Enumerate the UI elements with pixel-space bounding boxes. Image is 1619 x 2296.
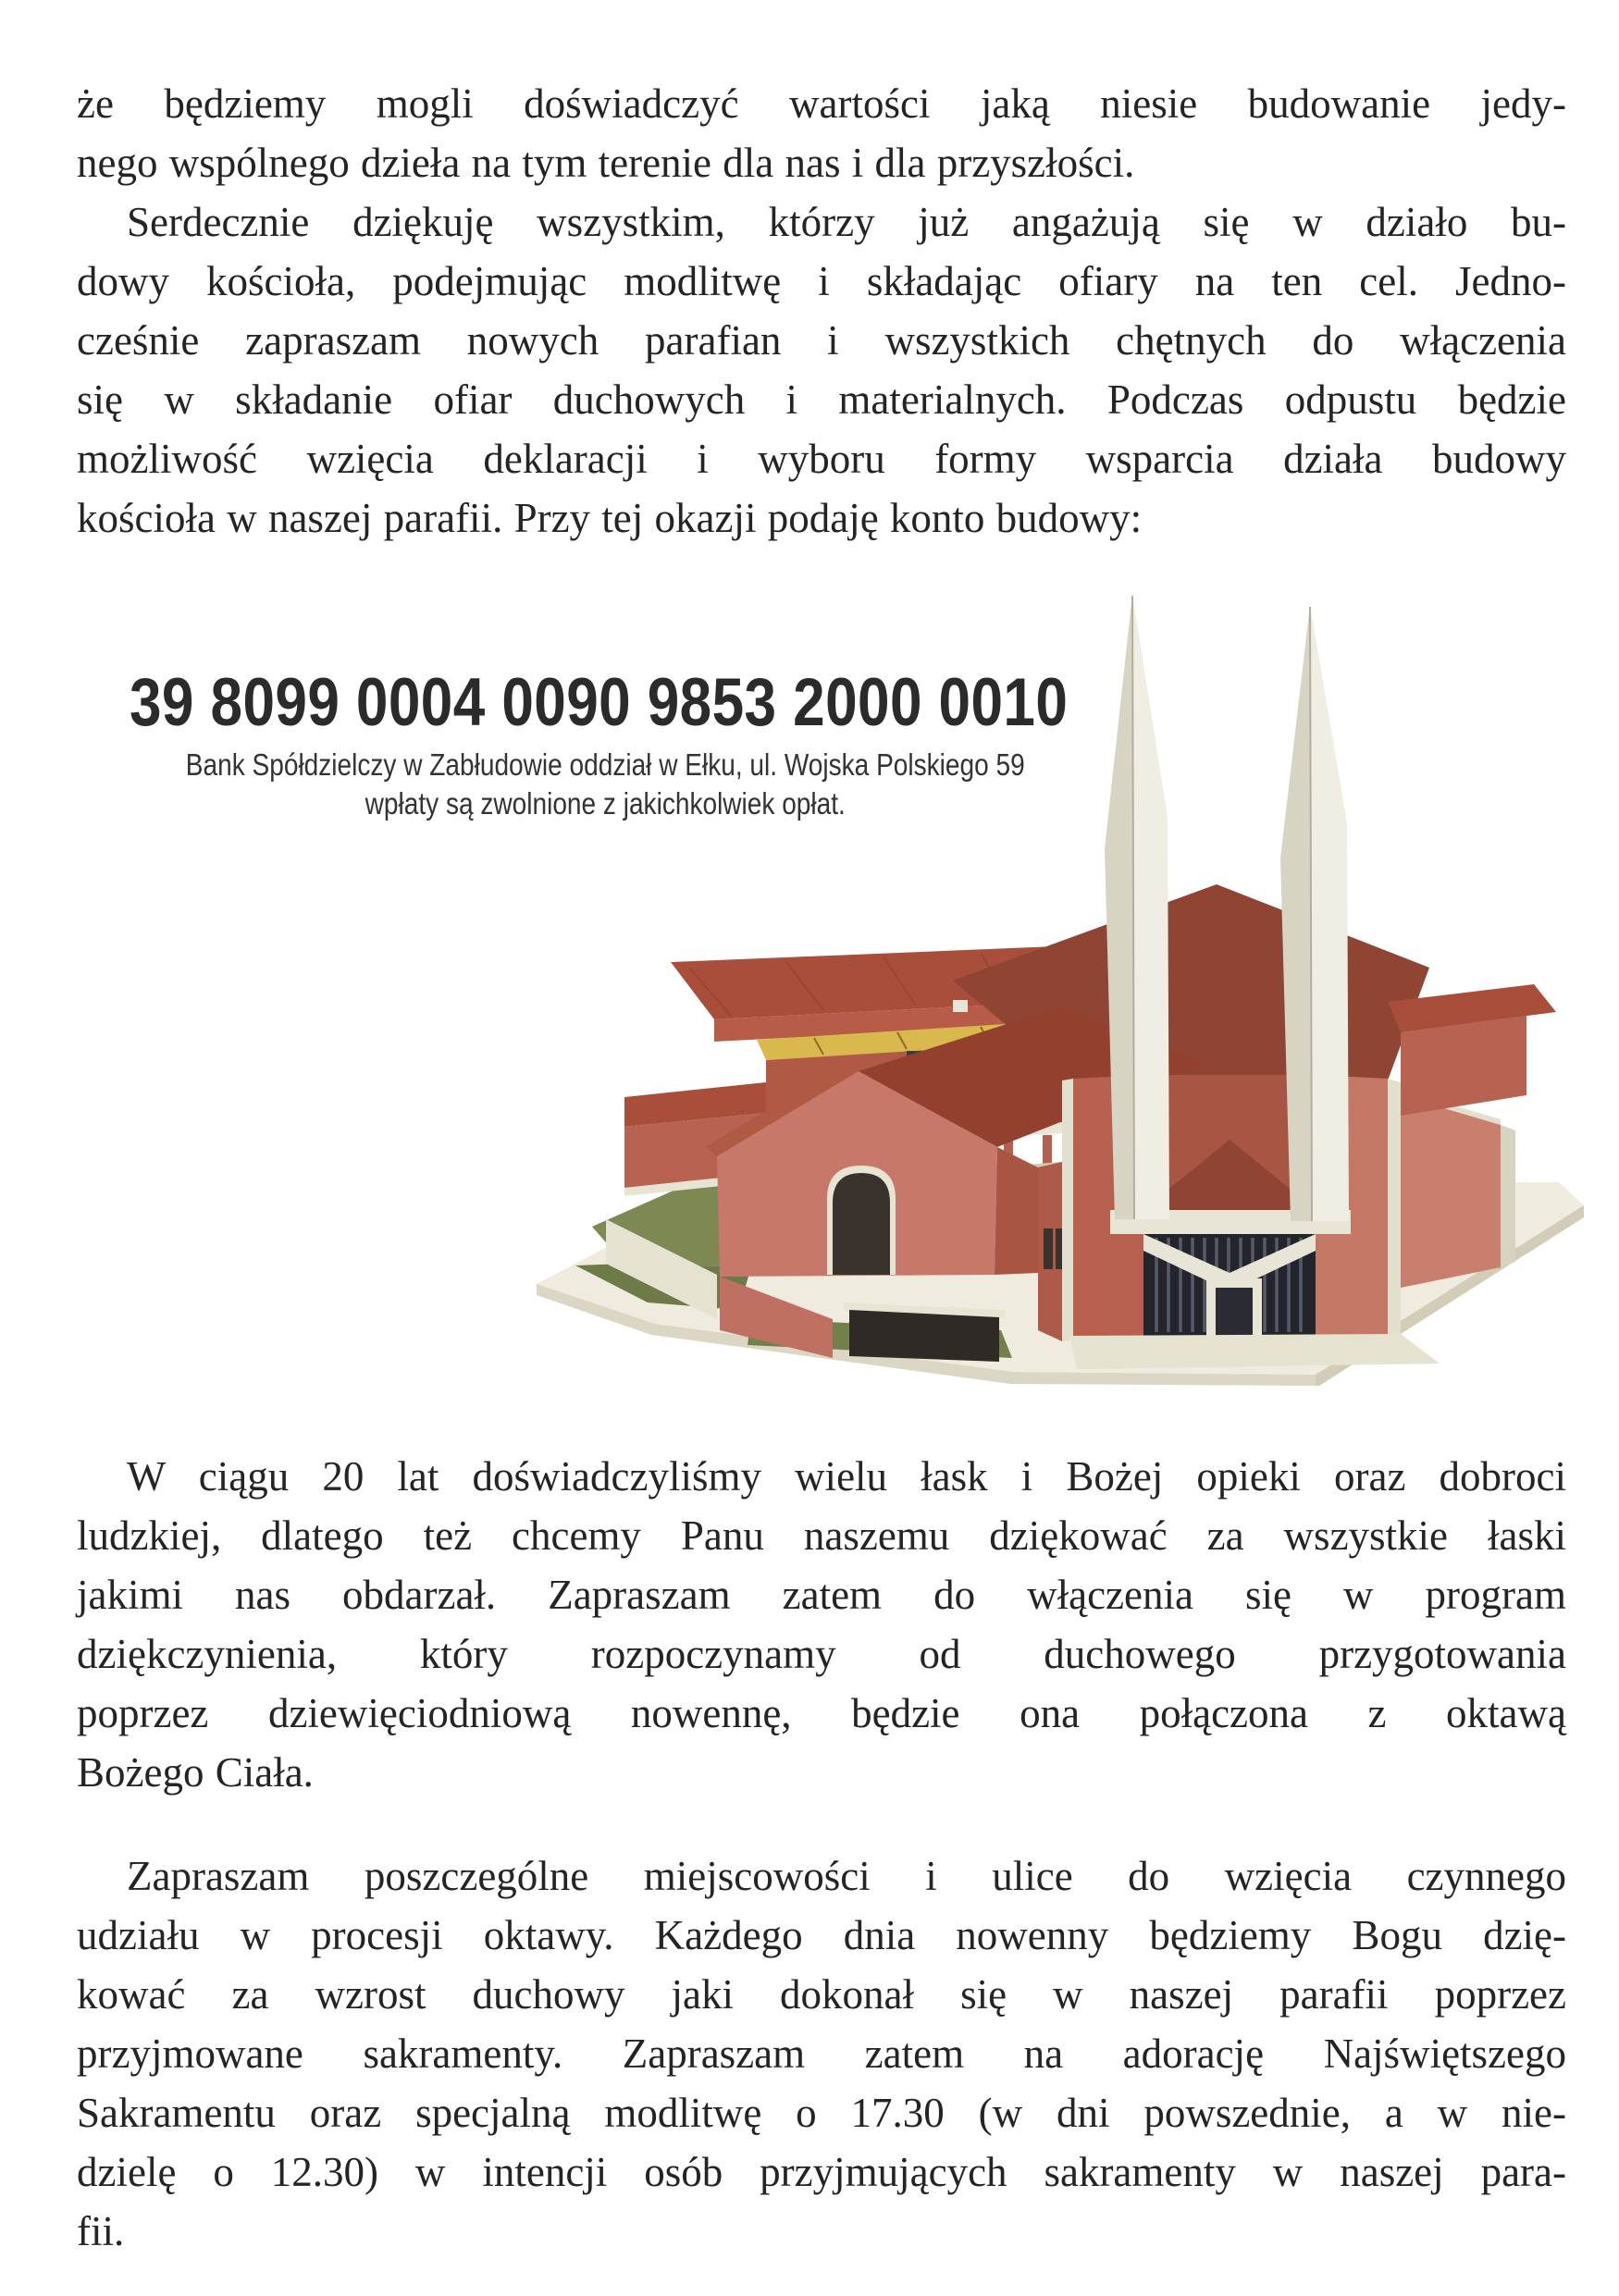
bank-account-number: 39 8099 0004 0090 9853 2000 0010 xyxy=(130,665,1069,740)
model-entrance-door xyxy=(1206,1278,1262,1341)
paragraph-4 xyxy=(77,1846,1566,2261)
text-line: jakimi nas obdarzał. Zapraszam zatem do włączenia się w program xyxy=(77,1572,1566,1618)
paragraph-2 xyxy=(77,192,1566,548)
text-line: że będziemy mogli doświadczyć wartości jaką niesie budowanie jedy- xyxy=(77,80,1566,127)
text-line: dzielę o 12.30) w intencji osób przyjmujących sakramenty w naszej para- xyxy=(77,2149,1566,2195)
text-line: poprzez dziewięciodniową nowennę, będzie ona połączona z oktawą xyxy=(77,1690,1566,1736)
text-line: cześnie zapraszam nowych parafian i wszystkich chętnych do włączenia xyxy=(77,317,1566,364)
text-line: nego wspólnego dzieła na tym terenie dla nas i dla przyszłości. xyxy=(77,140,1135,186)
text-line: przyjmowane sakramenty. Zapraszam zatem na adorację Najświętszego xyxy=(77,2031,1566,2077)
text-line: Sakramentu oraz specjalną modlitwę o 17.30 (w dni powszednie, a w nie- xyxy=(77,2090,1566,2136)
text-line: kościoła w naszej parafii. Przy tej okazji podaję konto budowy: xyxy=(77,495,1143,541)
text-line: dowy kościoła, podejmując modlitwę i składając ofiary na ten cel. Jedno- xyxy=(77,258,1566,304)
text-line: Zapraszam poszczególne miejscowości i ulice do wzięcia czynnego xyxy=(127,1853,1566,1899)
bank-fees-note: wpłaty są zwolnione z jakichkolwiek opłat. xyxy=(365,786,846,821)
bank-and-model-section xyxy=(77,548,1566,1447)
text-line: ludzkiej, dlatego też chcemy Panu naszemu dziękować za wszystkie łaski xyxy=(77,1512,1566,1559)
body-text xyxy=(77,74,1566,2261)
text-line: kować za wzrost duchowy jaki dokonał się w naszej parafii poprzez xyxy=(77,1971,1566,2018)
text-line: udziału w procesji oktawy. Każdego dnia nowenny będziemy Bogu dzię- xyxy=(77,1912,1566,1958)
text-line: się w składanie ofiar duchowych i materialnych. Podczas odpustu będzie xyxy=(77,376,1566,423)
text-line: dziękczynienia, który rozpoczynamy od duchowego przygotowania xyxy=(77,1631,1566,1677)
text-line: Bożego Ciała. xyxy=(77,1749,314,1796)
text-line: Serdecznie dziękuję wszystkim, którzy już angażują się w działo bu- xyxy=(127,199,1566,245)
text-line: fii. xyxy=(77,2208,125,2254)
text-line: możliwość wzięcia deklaracji i wyboru formy wsparcia działa budowy xyxy=(77,436,1566,482)
paragraph-1 xyxy=(77,74,1566,192)
text-line: W ciągu 20 lat doświadczyliśmy wielu łask i Bożej opieki oraz dobroci xyxy=(127,1453,1566,1500)
bank-account-block xyxy=(130,666,1081,823)
bank-name-address: Bank Spółdzielczy w Zabłudowie oddział w Ełku, ul. Wojska Polskiego 59 xyxy=(185,747,1025,782)
paragraph-3 xyxy=(77,1447,1566,1802)
